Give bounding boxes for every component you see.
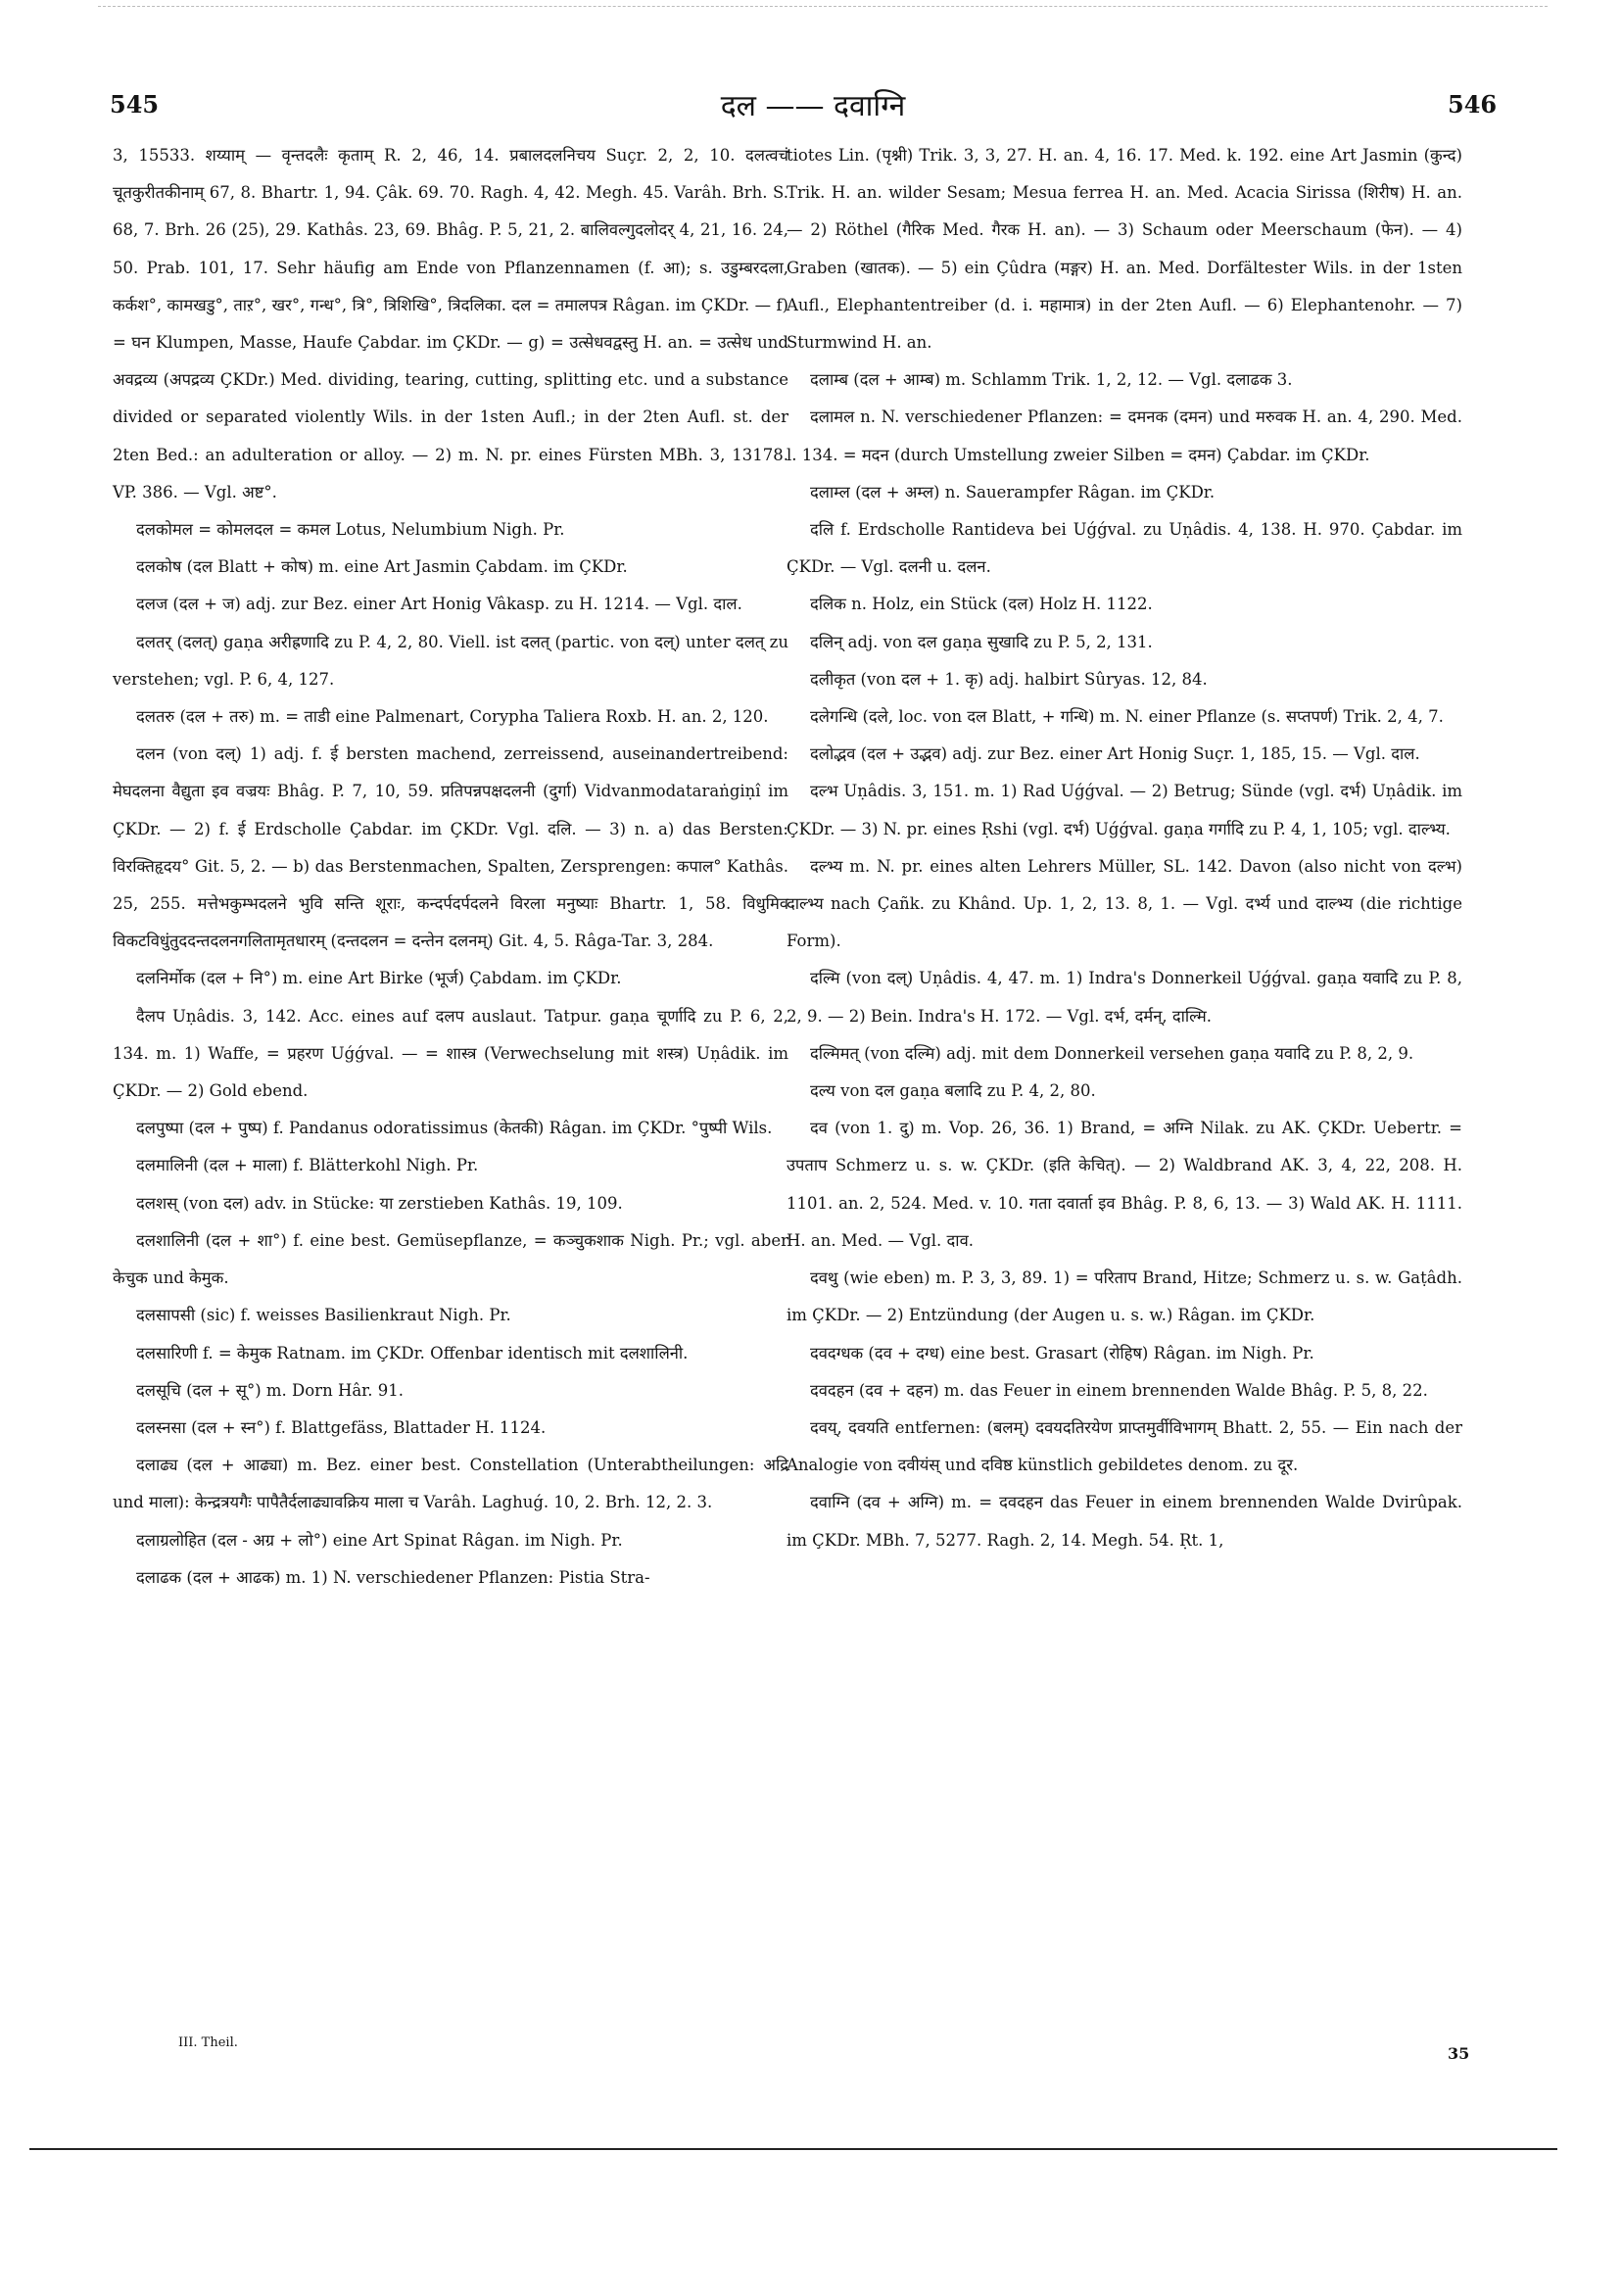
dictionary-entry: दलीकृत (von दल + 1. कृ) adj. halbirt Sûryas. 12, 84. <box>810 669 1208 689</box>
left-column <box>113 137 788 1597</box>
dictionary-entry: दलस्नसा (दल + स्न°) f. Blattgefäss, Blattader H. 1124. <box>136 1417 547 1437</box>
dictionary-entry: दलकोष (दल Blatt + कोष) m. eine Art Jasmin Çabdam. im ÇKDr. <box>136 557 628 577</box>
page-number-right: 546 <box>1448 90 1498 119</box>
scan-top-edge <box>98 6 1548 7</box>
dictionary-entry: दलतर् (दलत्) gaṇa अरीह्रणादि zu P. 4, 2, 80. Viell. ist दलत् (partic. von दल्) unter दलत् zu verstehen; vgl. P. 6, 4, 127. <box>113 632 788 689</box>
running-head: दल —— दवाग्नि <box>720 89 906 123</box>
dictionary-entry: दलसापसी (sic) f. weisses Basilienkraut Nigh. Pr. <box>136 1306 511 1325</box>
dictionary-entry: दलाढ्य (दल + आढ्या) m. Bez. einer best. Constellation (Unterabtheilungen: अद्रि und माला): केन्द्रत्रयगैः पापैतैर्दलाढ्यावक्रिय माला च Varâh. Laghuǵ. 10, 2. Brh. 12, 2. 3. <box>113 1456 788 1512</box>
dictionary-entry: दैलप Uṇâdis. 3, 142. Acc. eines auf दलप auslaut. Tatpur. gaṇa चूर्णादि zu P. 6, 2, 134. m. 1) Waffe, = प्रहरण Uǵǵval. — = शास्त्र (Verwechselung mit शस्त्र) Uṇâdik. im ÇKDr. — 2) Gold ebend. <box>113 1006 788 1101</box>
dictionary-entry: दलोद्भव (दल + उद्भव) adj. zur Bez. einer Art Honig Suçr. 1, 185, 15. — Vgl. दाल. <box>810 744 1420 764</box>
dictionary-entry: दलशस् (von दल) adv. in Stücke: या zerstieben Kathâs. 19, 109. <box>136 1193 623 1213</box>
dictionary-entry: दवय्, दवयति entfernen: (बलम्) दवयदतिरयेण प्राप्तमुर्वीविभागम् Bhatt. 2, 55. — Ein nach der Analogie von दवीयंस् und दविष्ठ künstlich gebildetes denom. zu दूर. <box>787 1417 1462 1475</box>
dictionary-entry: दल्मि (von दल्) Uṇâdis. 4, 47. m. 1) Indra's Donnerkeil Uǵǵval. gaṇa यवादि zu P. 8, 2, 9. — 2) Bein. Indra's H. 172. — Vgl. दर्भ, दर्मन्, दाल्मि. <box>787 969 1462 1026</box>
dictionary-entry: दल्भ Uṇâdis. 3, 151. m. 1) Rad Uǵǵval. — 2) Betrug; Sünde (vgl. दर्भ) Uṇâdik. im ÇKDr. — 3) N. pr. eines Ṛshi (vgl. दर्भ) Uǵǵval. gaṇa गर्गादि zu P. 4, 1, 105; vgl. दाल्भ्य. <box>787 782 1462 838</box>
right-column <box>787 137 1462 1559</box>
dictionary-entry: दवाग्नि (दव + अग्नि) m. = दवदहन das Feuer in einem brennenden Walde Dvirûpak. im ÇKDr. MBh. 7, 5277. Ragh. 2, 14. Megh. 54. Ṛt. 1, <box>787 1493 1462 1550</box>
dictionary-entry: tiotes Lin. (पृश्नी) Trik. 3, 3, 27. H. an. 4, 16. 17. Med. k. 192. eine Art Jasmin (कुन्द) Trik. H. an. wilder Sesam; Mesua ferrea H. an. Med. Acacia Sirissa (शिरीष) H. an. — 2) Röthel (गैरिक Med. गैरक H. an). — 3) Schaum oder Meerschaum (फेन). — 4) Graben (खातक). — 5) ein Çûdra (मङ्गर) H. an. Med. Dorfältester Wils. in der 1sten Aufl., Elephantentreiber (d. i. महामात्र) in der 2ten Aufl. — 6) Elephantenohr. — 7) Sturmwind H. an. <box>787 146 1462 353</box>
dictionary-entry: दवथु (wie eben) m. P. 3, 3, 89. 1) = परिताप Brand, Hitze; Schmerz u. s. w. Gaṭâdh. im ÇKDr. — 2) Entzündung (der Augen u. s. w.) Râgan. im ÇKDr. <box>787 1268 1462 1325</box>
bottom-rule <box>29 2148 1557 2150</box>
signature-mark: 35 <box>1448 2044 1470 2063</box>
dictionary-entry: दलनिर्मोक (दल + नि°) m. eine Art Birke (भूर्ज) Çabdam. im ÇKDr. <box>136 969 622 988</box>
dictionary-entry: दलन (von दल्) 1) adj. f. ई bersten machend, zerreissend, auseinandertreibend: मेघदलना वैद्युता इव वज्रयः Bhâg. P. 7, 10, 59. प्रतिपन्नपक्षदलनी (दुर्गा) Vidvanmodataraṅgiṇî im ÇKDr. — 2) f. ई Erdscholle Çabdar. im ÇKDr. Vgl. दलि. — 3) n. a) das Bersten: विरक्तिहृदय° Git. 5, 2. — b) das Berstenmachen, Spalten, Zersprengen: कपाल° Kathâs. 25, 255. मत्तेभकुम्भदलने भुवि सन्ति शूराः, कन्दर्पदर्पदलने विरला मनुष्याः Bhartr. 1, 58. विधुमिव विकटविधुंतुददन्तदलनगलितामृतधारम् (दन्तदलन = दन्तेन दलनम्) Git. 4, 5. Râga-Tar. 3, 284. <box>113 744 788 951</box>
dictionary-entry: दलाम्ल (दल + अम्ल) n. Sauerampfer Râgan. im ÇKDr. <box>810 482 1216 502</box>
dictionary-entry: दलतरु (दल + तरु) m. = ताडी eine Palmenart, Corypha Taliera Roxb. H. an. 2, 120. <box>136 707 769 727</box>
dictionary-entry: दव (von 1. दु) m. Vop. 26, 36. 1) Brand, = अग्नि Nilak. zu AK. ÇKDr. Uebertr. = उपताप Schmerz u. s. w. ÇKDr. (इति केचित्). — 2) Waldbrand AK. 3, 4, 22, 208. H. 1101. an. 2, 524. Med. v. 10. गता दवार्ता इव Bhâg. P. 8, 6, 13. — 3) Wald AK. H. 1111. H. an. Med. — Vgl. दाव. <box>787 1119 1462 1250</box>
dictionary-entry: दलि f. Erdscholle Rantideva bei Uǵǵval. zu Uṇâdis. 4, 138. H. 970. Çabdar. im ÇKDr. — Vgl. दलनी u. दलन. <box>787 520 1462 577</box>
dictionary-entry: दलशालिनी (दल + शा°) f. eine best. Gemüsepflanze, = कञ्चुकशाक Nigh. Pr.; vgl. aber केचुक und केमुक. <box>113 1230 788 1288</box>
dictionary-entry: दलकोमल = कोमलदल = कमल Lotus, Nelumbium Nigh. Pr. <box>136 520 565 540</box>
dictionary-entry: दवदहन (दव + दहन) m. das Feuer in einem brennenden Walde Bhâg. P. 5, 8, 22. <box>810 1380 1428 1400</box>
volume-part-label: III. Theil. <box>178 2035 238 2050</box>
page-number-left: 545 <box>110 90 160 119</box>
dictionary-entry: दलाम्ब (दल + आम्ब) m. Schlamm Trik. 1, 2, 12. — Vgl. दलाढक 3. <box>810 370 1293 390</box>
dictionary-entry: दलेगन्धि (दले, loc. von दल Blatt, + गन्धि) m. N. einer Pflanze (s. सप्तपर्ण) Trik. 2, 4, 7. <box>810 707 1444 727</box>
dictionary-entry: दलमालिनी (दल + माला) f. Blätterkohl Nigh. Pr. <box>136 1156 479 1175</box>
dictionary-entry: दल्य von दल gaṇa बलादि zu P. 4, 2, 80. <box>810 1081 1096 1101</box>
dictionary-entry: दलिक n. Holz, ein Stück (दल) Holz H. 1122. <box>810 595 1153 614</box>
dictionary-entry: दलाग्रलोहित (दल - अग्र + लो°) eine Art Spinat Râgan. im Nigh. Pr. <box>136 1530 623 1550</box>
dictionary-entry: दलिन् adj. von दल gaṇa सुखादि zu P. 5, 2, 131. <box>810 632 1153 651</box>
dictionary-entry: 3, 15533. शय्याम् — वृन्तदलैः कृताम् R. 2, 46, 14. प्रबालदलनिचय Suçr. 2, 2, 10. दलत्वचं चूतकुरीतकीनाम् 67, 8. Bhartr. 1, 94. Çâk. 69. 70. Ragh. 4, 42. Megh. 45. Varâh. Brh. S. 68, 7. Brh. 26 (25), 29. Kathâs. 23, 69. Bhâg. P. 5, 21, 2. बालिवल्गुदलोदर् 4, 21, 16. 24, 50. Prab. 101, 17. Sehr häufig am Ende von Pflanzennamen (f. आ); s. उडुम्बरदला, कर्कश°, कामखडु°, ताऱ°, खर°, गन्ध°, त्रि°, त्रिशिखि°, त्रिदलिका. दल = तमालपत्र Râgan. im ÇKDr. — f) = घन Klumpen, Masse, Haufe Çabdar. im ÇKDr. — g) = उत्सेधवद्वस्तु H. an. = उत्सेध und अवद्रव्य (अपद्रव्य ÇKDr.) Med. dividing, tearing, cutting, splitting etc. und a substance divided or separated violently Wils. in der 1sten Aufl.; in der 2ten Aufl. st. der 2ten Bed.: an adulteration or alloy. — 2) m. N. pr. eines Fürsten MBh. 3, 13178. VP. 386. — Vgl. अष्ट°. <box>113 146 788 502</box>
dictionary-entry: दलज (दल + ज) adj. zur Bez. einer Art Honig Vâkasp. zu H. 1214. — Vgl. दाल. <box>136 595 742 614</box>
dictionary-entry: दलामल n. N. verschiedener Pflanzen: = दमनक (दमन) und मरुवक H. an. 4, 290. Med. l. 134. = मदन (durch Umstellung zweier Silben = दमन) Çabdar. im ÇKDr. <box>787 407 1462 464</box>
dictionary-entry: दल्मिमत् (von दल्मि) adj. mit dem Donnerkeil versehen gaṇa यवादि zu P. 8, 2, 9. <box>810 1043 1414 1063</box>
dictionary-entry: दलाढक (दल + आढक) m. 1) N. verschiedener Pflanzen: Pistia Stra- <box>136 1567 650 1587</box>
dictionary-entry: दलसारिणी f. = केमुक Ratnam. im ÇKDr. Offenbar identisch mit दलशालिनी. <box>136 1343 689 1363</box>
dictionary-entry: दल्भ्य m. N. pr. eines alten Lehrers Müller, SL. 142. Davon (also nicht von दल्भ) दाल्भ्य nach Çañk. zu Khând. Up. 1, 2, 13. 8, 1. — Vgl. दर्भ्य und दाल्भ्य (die richtige Form). <box>787 856 1462 951</box>
dictionary-entry: दलपुष्पा (दल + पुष्प) f. Pandanus odoratissimus (केतकी) Râgan. im ÇKDr. °पुष्पी Wils. <box>136 1119 773 1138</box>
dictionary-entry: दवदग्धक (दव + दग्ध) eine best. Grasart (रोहिष) Râgan. im Nigh. Pr. <box>810 1343 1314 1363</box>
dictionary-entry: दलसूचि (दल + सू°) m. Dorn Hâr. 91. <box>136 1380 404 1400</box>
